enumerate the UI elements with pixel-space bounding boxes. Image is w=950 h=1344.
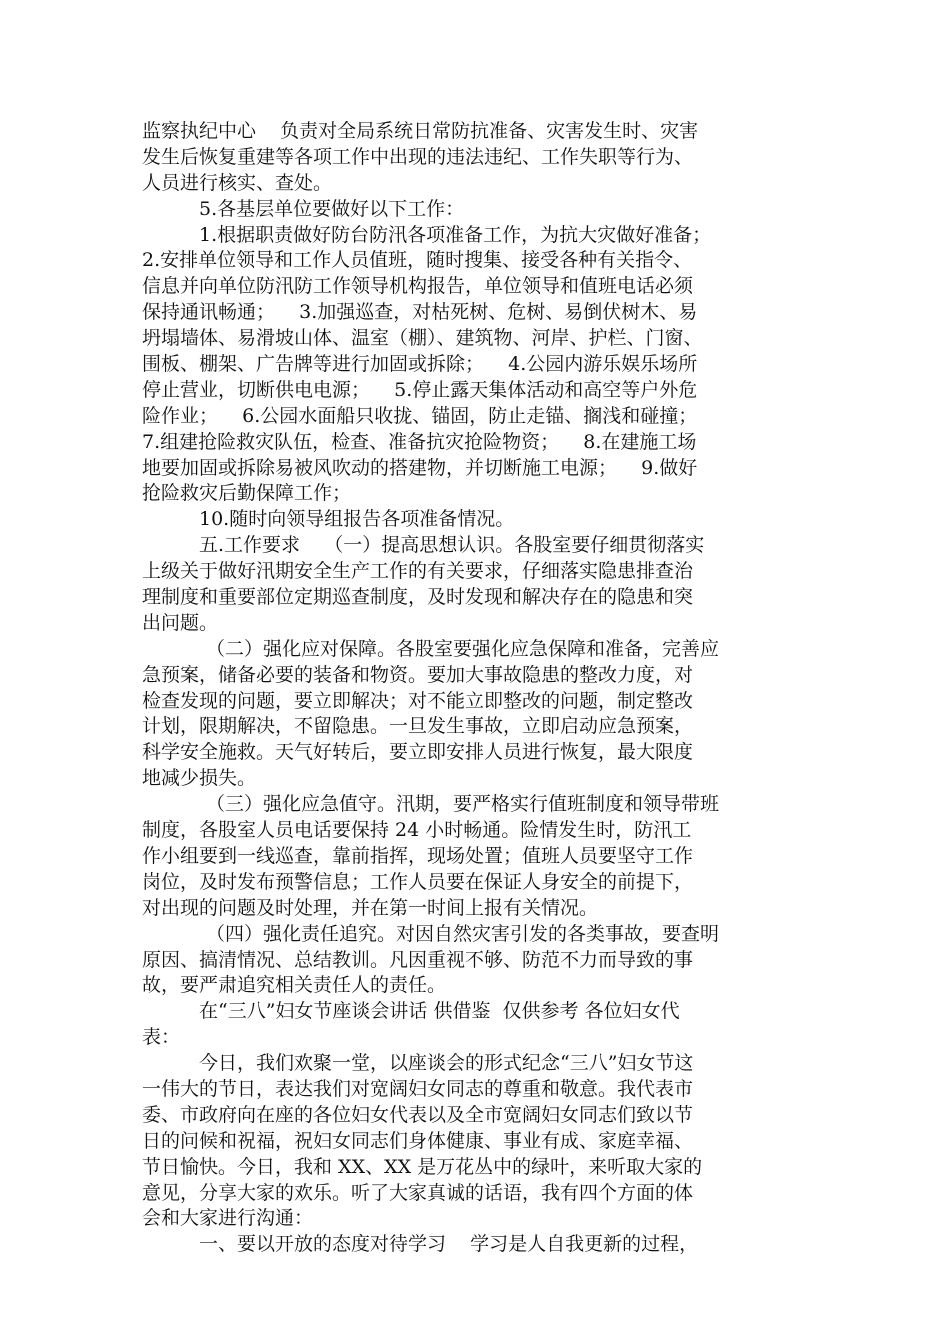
text-line: 坍塌墙体、易滑坡山体、温室（棚）、建筑物、河岸、护栏、门窗、 (142, 327, 703, 350)
text-line: 会和大家进行沟通： (142, 1207, 314, 1230)
text-line: 表： (142, 1026, 181, 1049)
text-line: 今日，我们欢聚一堂，以座谈会的形式纪念“三八”妇女节这 (199, 1052, 694, 1075)
text-line: 故，要严肃追究相关责任人的责任。 (142, 974, 447, 997)
text-line: 岗位，及时发布预警信息；工作人员要在保证人身安全的前提下， (142, 870, 694, 893)
text-line: 检查发现的问题，要立即解决；对不能立即整改的问题，制定整改 (142, 689, 694, 712)
text-line: 发生后恢复重建等各项工作中出现的违法违纪、工作失职等行为、 (142, 145, 694, 168)
text-line: 出问题。 (142, 611, 219, 634)
text-line: 信息并向单位防汛防工作领导机构报告，单位领导和值班电话必须 (142, 275, 694, 298)
text-line: 上级关于做好汛期安全生产工作的有关要求，仔细落实隐患排查治 (142, 560, 694, 583)
text-line: （四）强化责任追究。对因自然灾害引发的各类事故，要查明 (206, 922, 720, 945)
text-line: 计划，限期解决，不留隐患。一旦发生事故，立即启动应急预案， (142, 715, 694, 738)
text-line: 对出现的问题及时处理，并在第一时间上报有关情况。 (142, 896, 599, 919)
text-line: 监察执纪中心 负责对全局系统日常防抗准备、灾害发生时、灾害 (142, 120, 699, 142)
text-line: 一、要以开放的态度对待学习 学习是人自我更新的过程， (199, 1233, 699, 1256)
document-body (142, 119, 822, 1258)
text-line: 制度，各股室人员电话要保持 24 小时畅通。险情发生时，防汛工 (142, 819, 692, 842)
text-line: 10.随时向领导组报告各项准备情况。 (199, 508, 515, 531)
text-line: 五.工作要求 （一）提高思想认识。各股室要仔细贯彻落实 (199, 534, 705, 557)
text-line: 停止营业，切断供电电源； 5.停止露天集体活动和高空等户外危 (142, 378, 698, 401)
text-line: 在“三八”妇女节座谈会讲话 供借鉴 仅供参考 各位妇女代 (199, 1000, 680, 1023)
text-line: 作小组要到一线巡查，靠前指挥，现场处置；值班人员要坚守工作 (142, 844, 694, 867)
text-line: 1.根据职责做好防台防汛各项准备工作，为抗大灾做好准备； (199, 223, 712, 246)
text-line: 7.组建抢险救灾队伍，检查、准备抗灾抢险物资； 8.在建施工场 (142, 430, 697, 453)
text-line: 围板、棚架、广告牌等进行加固或拆除； 4.公园内游乐娱乐场所 (142, 353, 698, 376)
text-line: 5.各基层单位要做好以下工作： (199, 197, 465, 220)
text-line: 地要加固或拆除易被风吹动的搭建物，并切断施工电源； 9.做好 (142, 456, 698, 479)
text-line: 一伟大的节日，表达我们对宽阔妇女同志的尊重和敬意。我代表市 (142, 1077, 694, 1100)
text-line: 理制度和重要部位定期巡查制度，及时发现和解决存在的隐患和突 (142, 586, 694, 609)
text-line: 2.安排单位领导和工作人员值班，随时搜集、接受各种有关指令、 (142, 249, 693, 272)
text-line: 日的问候和祝福，祝妇女同志们身体健康、事业有成、家庭幸福、 (142, 1129, 694, 1152)
text-line: 地减少损失。 (142, 767, 257, 790)
text-line: 节日愉快。今日，我和 XX、XX 是万花丛中的绿叶，来听取大家的 (142, 1155, 703, 1178)
text-line: 意见，分享大家的欢乐。听了大家真诚的话语，我有四个方面的体 (142, 1181, 694, 1204)
text-line: （三）强化应急值守。汛期，要严格实行值班制度和领导带班 (206, 793, 720, 816)
text-line: 原因、搞清情况、总结教训。凡因重视不够、防范不力而导致的事 (142, 948, 694, 971)
text-line: 抢险救灾后勤保障工作； (142, 482, 352, 505)
text-line: 科学安全施救。天气好转后，要立即安排人员进行恢复，最大限度 (142, 741, 694, 764)
text-line: （二）强化应对保障。各股室要强化应急保障和准备，完善应 (206, 637, 720, 660)
text-line: 急预案，储备必要的装备和物资。要加大事故隐患的整改力度，对 (142, 663, 694, 686)
text-line: 保持通讯畅通； 3.加强巡查，对枯死树、危树、易倒伏树木、易 (142, 301, 698, 324)
text-line: 人员进行核实、查处。 (142, 171, 333, 194)
text-line: 委、市政府向在座的各位妇女代表以及全市宽阔妇女同志们致以节 (142, 1103, 694, 1126)
text-line: 险作业； 6.公园水面船只收拢、锚固，防止走锚、搁浅和碰撞； (142, 404, 698, 427)
